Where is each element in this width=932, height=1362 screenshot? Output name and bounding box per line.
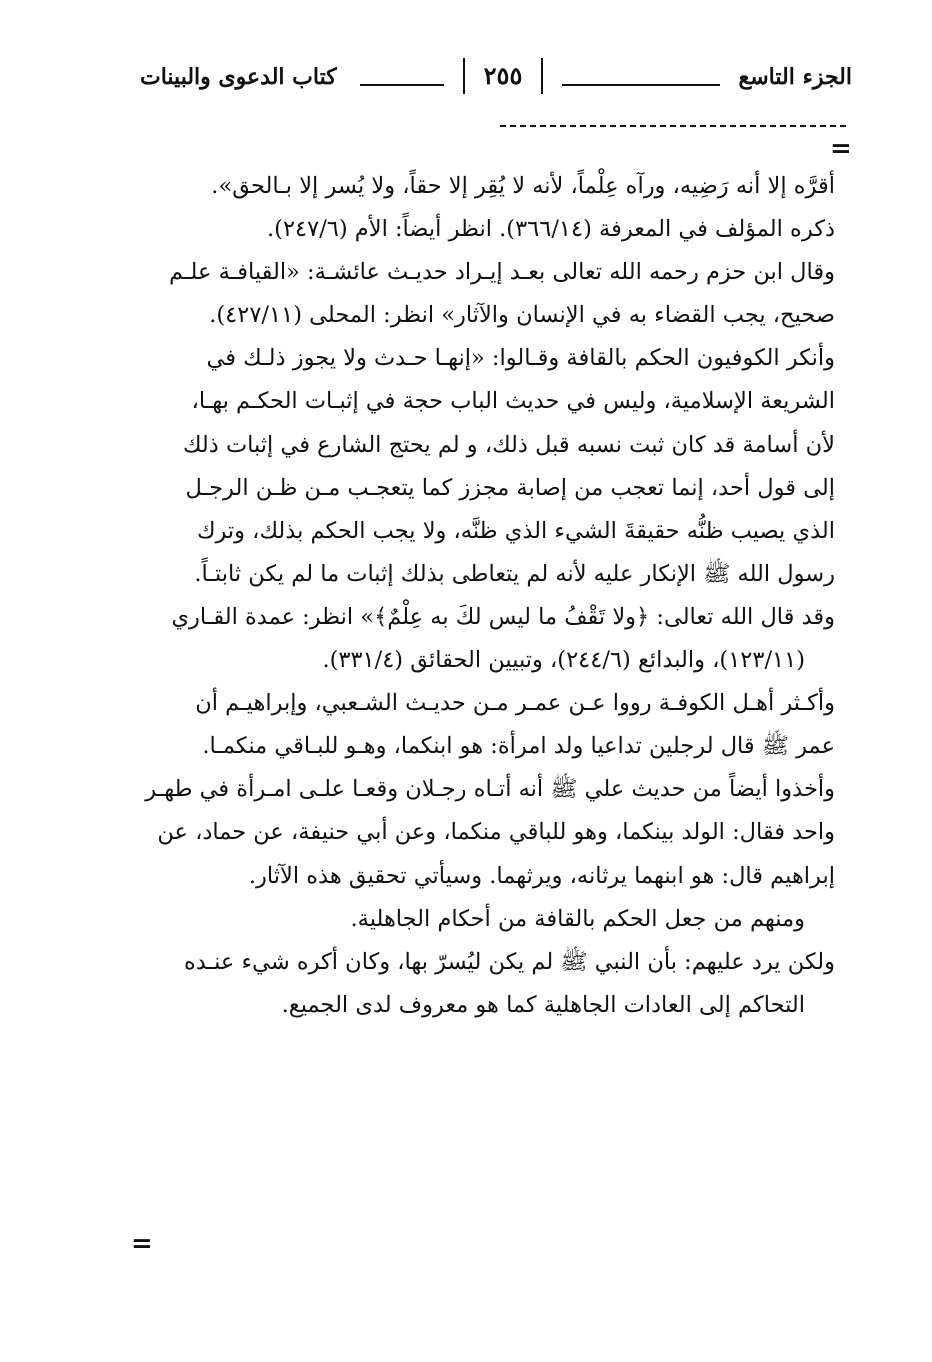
text-line: وأخذوا أيضاً من حديث علي ﷺ أنه أتـاه رجـلان وقعـا علـى امـرأة في طهـر (145, 776, 835, 803)
continuation-mark-top: = (830, 134, 852, 164)
text-line: واحد فقال: الولد بينكما، وهو للباقي منكما، وعن أبي حنيفة، عن حماد، عن (157, 819, 835, 846)
header-rule-right (562, 84, 720, 86)
footnote-separator (500, 125, 846, 127)
text-line: الشريعة الإسلامية، وليس في حديث الباب حجة في إثبـات الحكـم بهـا، (191, 388, 835, 415)
page-number: ٢٥٥ (463, 58, 543, 94)
text-line: أقرَّه إلا أنه رَضِيه، ورآه عِلْماً، لأنه لا يُقِر إلا حقاً، ولا يُسر إلا بـالحق». (211, 173, 835, 199)
text-line: إبراهيم قال: هو ابنهما يرثانه، ويرثهما. وسيأتي تحقيق هذه الآثار. (248, 862, 835, 889)
text-line: وأنكر الكوفيون الحكم بالقافة وقـالوا: «إنهـا حـدث ولا يجوز ذلـك في (206, 345, 835, 372)
running-header (140, 58, 852, 98)
text-line: وقال ابن حزم رحمه الله تعالى بعـد إيـراد حديـث عائشـة: «القيافـة علـم (168, 259, 835, 286)
header-rule-left (360, 84, 444, 86)
header-part-title: الجزء التاسع (738, 64, 852, 90)
text-line: وأكـثر أهـل الكوفـة رووا عـن عمـر مـن حديـث الشـعبي، وإبراهيـم أن (195, 690, 835, 717)
continuation-mark-bottom: = (131, 1229, 153, 1259)
text-line: الذي يصيب ظنُّه حقيقةَ الشيء الذي ظنَّه، ولا يجب الحكم بذلك، وترك (196, 517, 835, 544)
text-line: ومنهم من جعل الحكم بالقافة من أحكام الجاهلية. (350, 905, 805, 932)
header-book-title: كتاب الدعوى والبينات (140, 64, 337, 90)
text-line: رسول الله ﷺ الإنكار عليه لأنه لم يتعاطى بذلك إثبات ما لم يكن ثابتـاً. (194, 560, 835, 587)
text-line: (١٢٣/١١)، والبدائع (٢٤٤/٦)، وتبيين الحقائق (٣٣١/٤). (322, 647, 805, 674)
text-line: ولكن يرد عليهم: بأن النبي ﷺ لم يكن ليُسرّ بها، وكان أكره شيء عنـده (183, 948, 835, 975)
text-line: عمر ﷺ قال لرجلين تداعيا ولد امرأة: هو ابنكما، وهـو للبـاقي منكمـا. (202, 733, 835, 760)
text-line: إلى قول أحد، إنما تعجب من إصابة مجزز كما يتعجـب مـن ظـن الرجـل (185, 474, 835, 501)
text-line: التحاكم إلى العادات الجاهلية كما هو معروف لدى الجميع. (281, 991, 805, 1018)
text-line: لأن أسامة قد كان ثبت نسبه قبل ذلك، و لم يحتج الشارع في إثبات ذلك (182, 431, 835, 458)
text-line: صحيح، يجب القضاء به في الإنسان والآثار» انظر: المحلى (٤٢٧/١١). (209, 302, 835, 329)
footnote-text (135, 165, 835, 1027)
text-line: وقد قال الله تعالى: ﴿ولا تَقْفُ ما ليس لكَ به عِلْمٌ﴾» انظر: عمدة القـاري (171, 603, 835, 630)
text-line: ذكره المؤلف في المعرفة (٣٦٦/١٤). انظر أيضاً: الأم (٢٤٧/٦). (267, 216, 835, 243)
